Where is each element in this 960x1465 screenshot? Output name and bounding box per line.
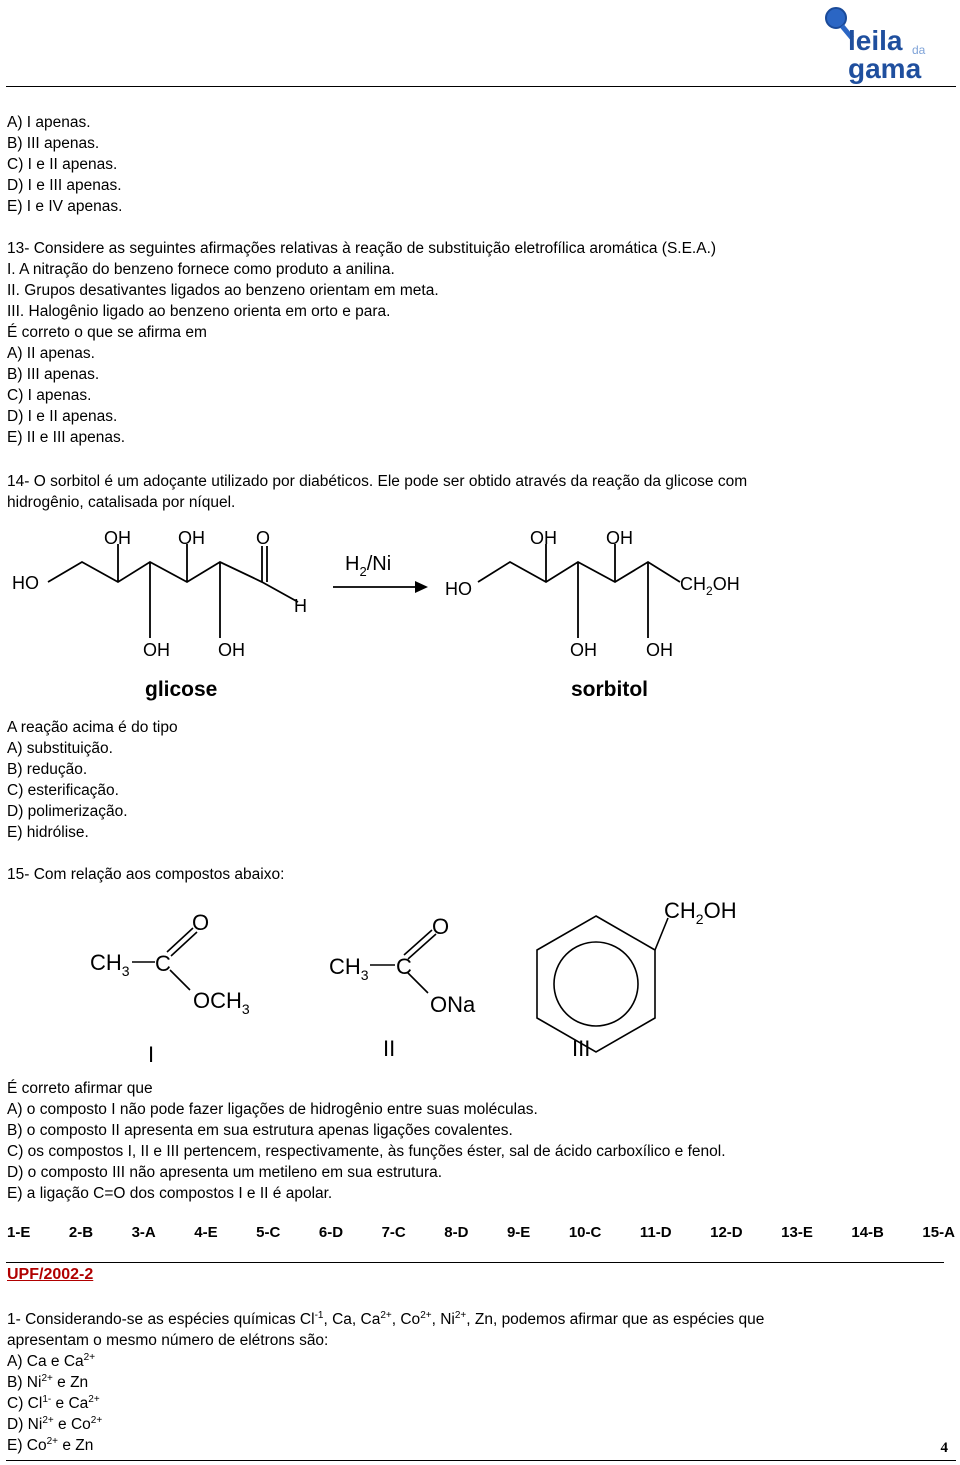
q15-stem: 15- Com relação aos compostos abaixo:: [7, 866, 285, 883]
answer-12: 12-D: [710, 1224, 743, 1241]
svg-text:O: O: [192, 910, 210, 935]
q14-option-e: E) hidrólise.: [7, 824, 89, 841]
svg-text:H: H: [294, 596, 307, 616]
answer-key: [7, 1224, 955, 1241]
prev-option-a: A) I apenas.: [7, 114, 91, 131]
svg-text:CH3: $CH_3$: [90, 950, 130, 979]
svg-text:HO: HO: [445, 579, 472, 599]
answer-3: 3-A: [131, 1224, 156, 1241]
upf-q1-stem-line1: 1- Considerando-se as espécies químicas $Cl^{-1}$, Ca, $Ca^{2+}$, $Co^{2+}$, $Ni^{2+}$, Zn, podemos afirmar que as espécies que: [7, 1310, 765, 1328]
answer-4: 4-E: [194, 1224, 218, 1241]
q14-stem-line2: hidrogênio, catalisada por níquel.: [7, 494, 236, 511]
prev-option-b: B) III apenas.: [7, 135, 100, 152]
prev-option-d: D) I e III apenas.: [7, 177, 122, 194]
q15-option-d: D) o composto III não apresenta um metileno em sua estrutura.: [7, 1164, 443, 1181]
svg-text:ONa: ONa: [430, 992, 476, 1017]
page-number: 4: [940, 1440, 948, 1456]
answer-7: 7-C: [381, 1224, 406, 1241]
svg-text:OCH3: $OCH_3$: [193, 988, 250, 1017]
svg-text:CH3: $CH_3$: [329, 954, 369, 983]
q15-option-b: B) o composto II apresenta em sua estrutura apenas ligações covalentes.: [7, 1122, 513, 1139]
svg-text:OH: OH: [570, 640, 597, 660]
q13-statement-1: I. A nitração do benzeno fornece como produto a anilina.: [7, 261, 395, 278]
upf-q1-option-b: B) $Ni^{2+}$ e Zn: [7, 1373, 89, 1391]
prev-option-e: E) I e IV apenas.: [7, 198, 123, 215]
answer-11: 11-D: [639, 1224, 672, 1241]
glucose-to-sorbitol-reaction: [0, 520, 960, 705]
svg-text:II: II: [383, 1036, 396, 1061]
compound-structures: [0, 890, 960, 1070]
answer-9: 9-E: [506, 1224, 531, 1241]
svg-text:C: C: [396, 954, 412, 979]
svg-text:da: da: [912, 43, 926, 57]
q15-option-a: A) o composto I não pode fazer ligações de hidrogênio entre suas moléculas.: [7, 1101, 538, 1118]
q15-prompt: É correto afirmar que: [7, 1080, 153, 1097]
upf-q1-option-c: C) $Cl^{1-}$ e $Ca^{2+}$: [7, 1394, 100, 1412]
svg-text:CH2OH: $CH_2OH$: [664, 898, 737, 927]
prev-option-c: C) I e II apenas.: [7, 156, 118, 173]
q14-prompt: A reação acima é do tipo: [7, 719, 178, 736]
q13-stem: 13- Considere as seguintes afirmações relativas à reação de substituição eletrofílica aromática (S.E.A.): [7, 240, 717, 257]
q13-prompt: É correto o que se afirma em: [7, 324, 207, 341]
svg-text:OH: OH: [218, 640, 245, 660]
svg-text:C: C: [155, 951, 171, 976]
answer-15: 15-A: [922, 1224, 955, 1241]
svg-text:glicose: glicose: [145, 678, 218, 701]
header-rule: [6, 86, 956, 87]
svg-text:OH: OH: [143, 640, 170, 660]
q13-statement-3: III. Halogênio ligado ao benzeno orienta em orto e para.: [7, 303, 391, 320]
svg-text:O: O: [256, 528, 271, 548]
svg-text:OH: OH: [606, 528, 633, 548]
answer-6: 6-D: [318, 1224, 344, 1241]
section-rule: [6, 1262, 944, 1263]
q15-option-e: E) a ligação C=O dos compostos I e II é apolar.: [7, 1185, 333, 1202]
answer-5: 5-C: [256, 1224, 281, 1241]
q14-option-c: C) esterificação.: [7, 782, 119, 799]
svg-text:O: O: [432, 914, 450, 939]
q14-option-b: B) redução.: [7, 761, 88, 778]
q13-option-b: B) III apenas.: [7, 366, 100, 383]
svg-text:OH: OH: [530, 528, 557, 548]
q14-option-d: D) polimerização.: [7, 803, 128, 820]
answer-2: 2-B: [68, 1224, 94, 1241]
q13-option-a: A) II apenas.: [7, 345, 95, 362]
q13-option-c: C) I apenas.: [7, 387, 92, 404]
svg-text:OH: OH: [104, 528, 131, 548]
q13-option-d: D) I e II apenas.: [7, 408, 118, 425]
svg-text:leila: leila: [848, 25, 903, 56]
svg-text:sorbitol: sorbitol: [571, 678, 648, 701]
q13-option-e: E) II e III apenas.: [7, 429, 126, 446]
upf-q1-stem-line2: apresentam o mesmo número de elétrons são:: [7, 1332, 329, 1349]
upf-q1-option-d: D) $Ni^{2+}$ e $Co^{2+}$: [7, 1415, 103, 1433]
svg-text:HO: HO: [12, 573, 39, 593]
svg-text:CH2OH: $CH_2OH$: [680, 574, 740, 598]
section-title: UPF/2002-2: [7, 1266, 94, 1283]
svg-text:H2/Ni: $H_2/Ni$: [345, 553, 392, 579]
q13-statement-2: II. Grupos desativantes ligados ao benzeno orientam em meta.: [7, 282, 439, 299]
answer-14: 14-B: [851, 1224, 884, 1241]
q15-option-c: C) os compostos I, II e III pertencem, respectivamente, às funções éster, sal de ácido carboxílico e fenol.: [7, 1143, 726, 1160]
svg-text:III: III: [572, 1036, 591, 1061]
answer-8: 8-D: [444, 1224, 469, 1241]
svg-text:I: I: [148, 1042, 155, 1067]
answer-10: 10-C: [568, 1224, 602, 1241]
svg-text:OH: OH: [178, 528, 205, 548]
q14-option-a: A) substituição.: [7, 740, 113, 757]
q14-stem-line1: 14- O sorbitol é um adoçante utilizado por diabéticos. Ele pode ser obtido através da reação da glicose com: [7, 473, 748, 490]
answer-1: 1-E: [7, 1224, 31, 1241]
footer-rule: [6, 1460, 956, 1461]
upf-q1-option-a: A) Ca e $Ca^{2+}$: [7, 1352, 96, 1370]
svg-text:gama: gama: [848, 53, 922, 84]
upf-q1-option-e: E) $Co^{2+}$ e Zn: [7, 1436, 94, 1454]
svg-text:OH: OH: [646, 640, 673, 660]
answer-13: 13-E: [781, 1224, 813, 1241]
leila-da-gama-logo: [822, 4, 940, 84]
